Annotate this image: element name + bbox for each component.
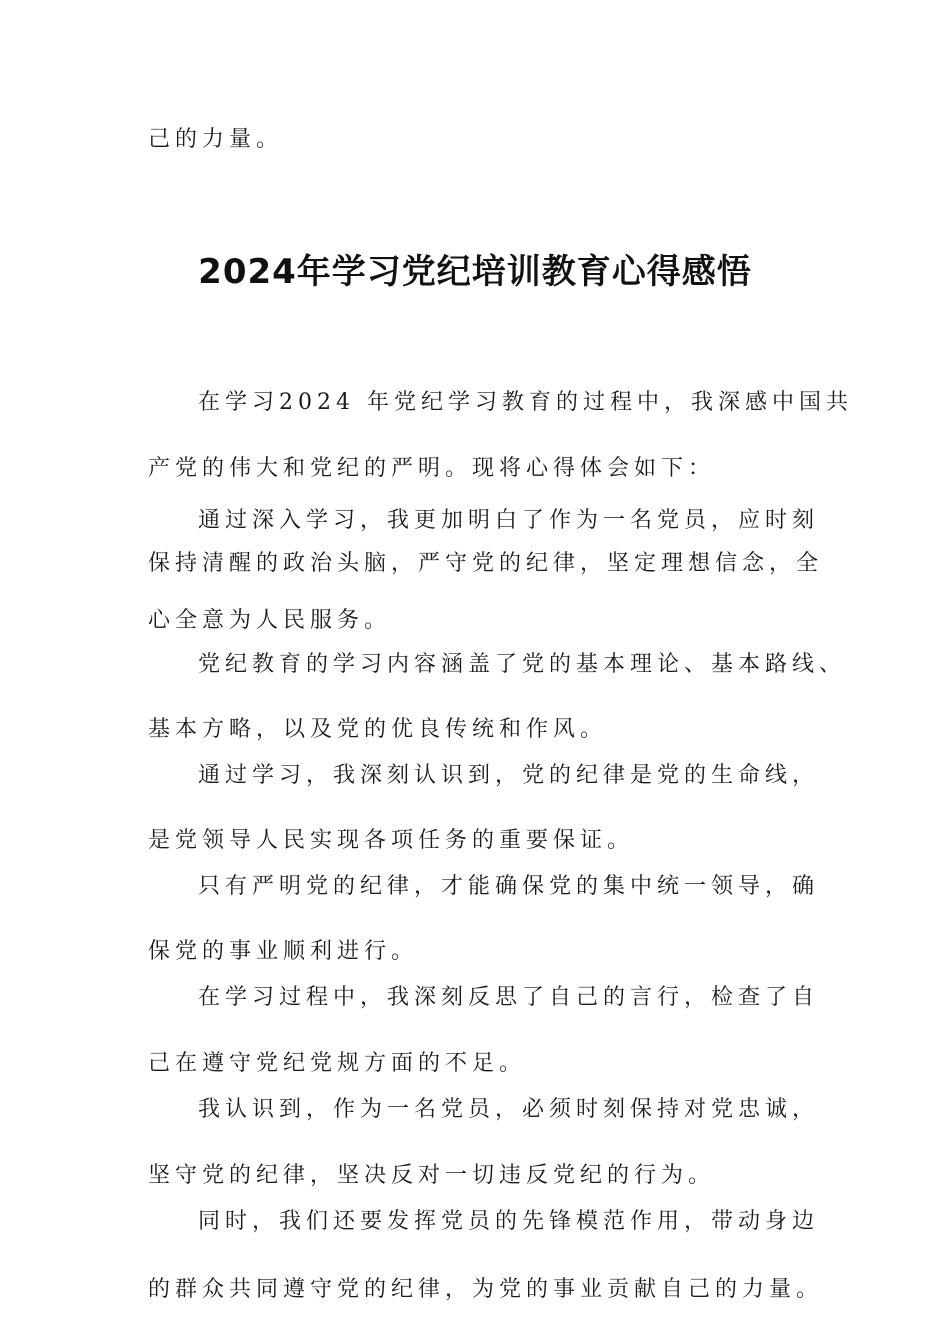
body-line: 己在遵守党纪党规方面的不足。 bbox=[148, 1051, 527, 1076]
document-title: 2024年学习党纪培训教育心得感悟 bbox=[198, 252, 752, 292]
body-line: 产党的伟大和党纪的严明。现将心得体会如下： bbox=[148, 456, 716, 481]
body-line: 党纪教育的学习内容涵盖了党的基本理论、基本路线、 bbox=[198, 652, 847, 677]
body-line: 在学习过程中，我深刻反思了自己的言行，检查了自 bbox=[198, 985, 820, 1010]
body-line: 在学习2024 年党纪学习教育的过程中，我深感中国共 bbox=[198, 390, 853, 415]
body-line: 的群众共同遵守党的纪律，为党的事业贡献自己的力量。 bbox=[148, 1277, 824, 1302]
body-line: 保党的事业顺利进行。 bbox=[148, 939, 419, 964]
body-line: 只有严明党的纪律，才能确保党的集中统一领导，确 bbox=[198, 874, 820, 899]
body-line: 我认识到，作为一名党员，必须时刻保持对党忠诚， bbox=[198, 1097, 820, 1122]
carryover-text: 己的力量。 bbox=[148, 127, 284, 152]
body-line: 坚守党的纪律，坚决反对一切违反党纪的行为。 bbox=[148, 1163, 716, 1188]
body-line: 是党领导人民实现各项任务的重要保证。 bbox=[148, 828, 635, 853]
body-line: 通过学习，我深刻认识到，党的纪律是党的生命线， bbox=[198, 763, 820, 788]
body-line: 同时，我们还要发挥党员的先锋模范作用，带动身边 bbox=[198, 1209, 820, 1234]
body-line: 保持清醒的政治头脑，严守党的纪律，坚定理想信念，全 bbox=[148, 551, 824, 576]
body-line: 心全意为人民服务。 bbox=[148, 608, 392, 633]
body-line: 基本方略，以及党的优良传统和作风。 bbox=[148, 717, 608, 742]
body-line: 通过深入学习，我更加明白了作为一名党员，应时刻 bbox=[198, 508, 820, 533]
